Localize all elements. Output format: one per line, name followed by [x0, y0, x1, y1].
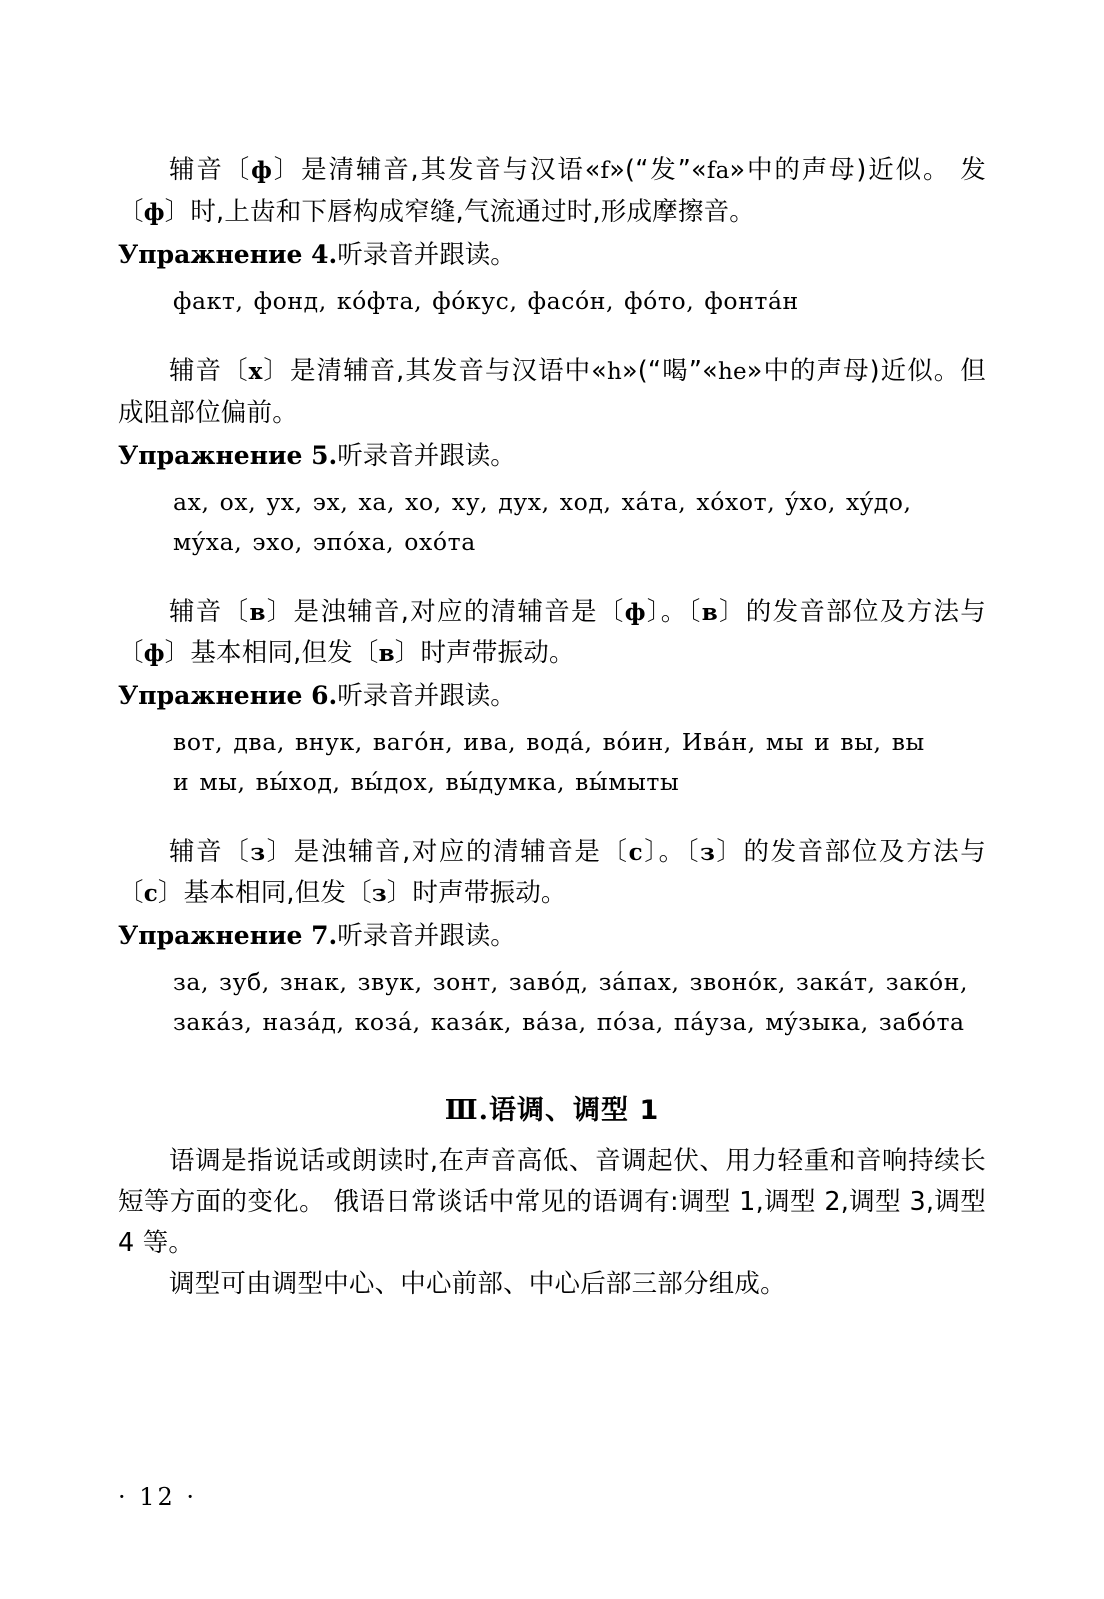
ipa-symbol: з [250, 839, 266, 866]
word-list-line: вот, два, внук, вагóн, ива, водá, вóин, Ивáн, мы и вы, вы [173, 728, 925, 756]
word-list-7 [118, 962, 986, 1042]
paragraph-consonant-x [118, 351, 986, 434]
section-numeral: Ⅲ. [444, 1095, 490, 1126]
word-list-line: за, зуб, знак, звук, зонт, завóд, зáпах, звонóк, закáт, закóн, [173, 968, 969, 996]
word-list-line: ах, ох, ух, эх, ха, хо, ху, дух, ход, хáта, хóхот, ýхо, хýдо, [173, 488, 912, 516]
ipa-symbol: х [248, 358, 263, 385]
section-heading-intonation [118, 1088, 986, 1127]
word-list-line: мýха, эхо, эпóха, охóта [173, 528, 476, 556]
text-run: 〕是清辅音,其发音与汉语« [272, 155, 601, 185]
text-run: »(“发”« [609, 155, 707, 185]
text-run: 〕基本相同,但发〔 [164, 638, 379, 668]
paragraph-consonant-v [118, 592, 986, 674]
exercise-label: Упражнение 7. [118, 921, 338, 950]
text-run: 辅音〔 [169, 356, 249, 386]
paragraph-consonant-f [118, 150, 986, 233]
paragraph-intonation-2: 调型可由调型中心、中心前部、中心后部三部分组成。 [169, 1269, 786, 1299]
exercise-instruction: 听录音并跟读。 [337, 681, 516, 711]
ipa-symbol: в [701, 599, 718, 626]
ipa-symbol: в [249, 599, 266, 626]
spacer [118, 1127, 986, 1141]
latin-run: he [717, 359, 747, 385]
text-run: 〕。〔 [642, 837, 701, 867]
ipa-symbol: ф [251, 157, 273, 184]
latin-run: f [600, 158, 610, 184]
text-run: 〕时,上齿和下唇构成窄缝,气流通过时,形成摩擦音。 [164, 197, 755, 227]
word-list-line: и мы, вы́ход, вы́дох, вы́думка, вы́мыты [173, 768, 680, 796]
text-run: 〕是浊辅音,对应的清辅音是〔 [265, 837, 629, 867]
text-run: 〕。〔 [645, 597, 702, 627]
text-run: 〕时声带振动。 [386, 878, 567, 908]
page-number: · 12 · [118, 1483, 198, 1511]
spacer [118, 802, 986, 832]
text-run: 辅音〔 [169, 837, 251, 867]
text-run: 〕时声带振动。 [394, 638, 575, 668]
ipa-symbol: с [628, 839, 643, 866]
exercise-instruction: 听录音并跟读。 [337, 240, 516, 270]
text-run: 〕是清辅音,其发音与汉语中« [262, 356, 607, 386]
exercise-heading-5 [118, 436, 986, 476]
paragraph-intonation-1: 语调是指说话或朗读时,在声音高低、音调起伏、用力轻重和音响持续长短等方面的变化。 俄语日常谈话中常见的语调有:调型 1,调型 2,调型 3,调型 4 等。 [118, 1146, 986, 1258]
text-run: 〕是浊辅音,对应的清辅音是〔 [265, 597, 625, 627]
word-list-6 [118, 722, 986, 802]
text-run: 〕基本相同,但发〔 [157, 878, 372, 908]
ipa-symbol: в [378, 640, 395, 667]
latin-run: h [606, 359, 622, 385]
exercise-heading-7 [118, 916, 986, 956]
exercise-label: Упражнение 4. [118, 240, 338, 269]
word-list-5 [118, 482, 986, 562]
section-title-text: 语调、调型 1 [489, 1095, 660, 1126]
text-run: »中的声母)近似。但成阻部位偏前。 [118, 356, 986, 428]
text-run: 〕的发音部位及方法与〔 [118, 837, 986, 908]
word-list-4: факт, фонд, кóфта, фóкус, фасóн, фóто, фонтáн [173, 287, 799, 315]
ipa-symbol: с [143, 880, 158, 907]
ipa-symbol: з [700, 839, 715, 866]
exercise-instruction: 听录音并跟读。 [337, 441, 516, 471]
text-run: »(“喝”« [621, 356, 718, 386]
spacer [118, 562, 986, 592]
paragraph-consonant-z [118, 832, 986, 914]
exercise-heading-4 [118, 235, 986, 275]
text-run: 辅音〔 [169, 155, 252, 185]
spacer [118, 321, 986, 351]
ipa-symbol: ф [143, 640, 165, 667]
word-list-line: закáз, назáд, козá, казáк, вáза, пóза, пáуза, мýзыка, забóта [173, 1008, 965, 1036]
exercise-heading-6 [118, 676, 986, 716]
ipa-symbol: з [371, 880, 387, 907]
page-content [118, 150, 986, 1305]
text-run: »中的声母)近似。 发〔 [118, 155, 987, 227]
ipa-symbol: ф [624, 599, 646, 626]
latin-run: fa [706, 158, 730, 184]
exercise-label: Упражнение 6. [118, 681, 338, 710]
text-run: 辅音〔 [169, 597, 250, 627]
exercise-label: Упражнение 5. [118, 441, 338, 470]
exercise-instruction: 听录音并跟读。 [337, 921, 516, 951]
ipa-symbol: ф [143, 199, 165, 226]
text-run: 〕的发音部位及方法与〔 [118, 597, 986, 668]
